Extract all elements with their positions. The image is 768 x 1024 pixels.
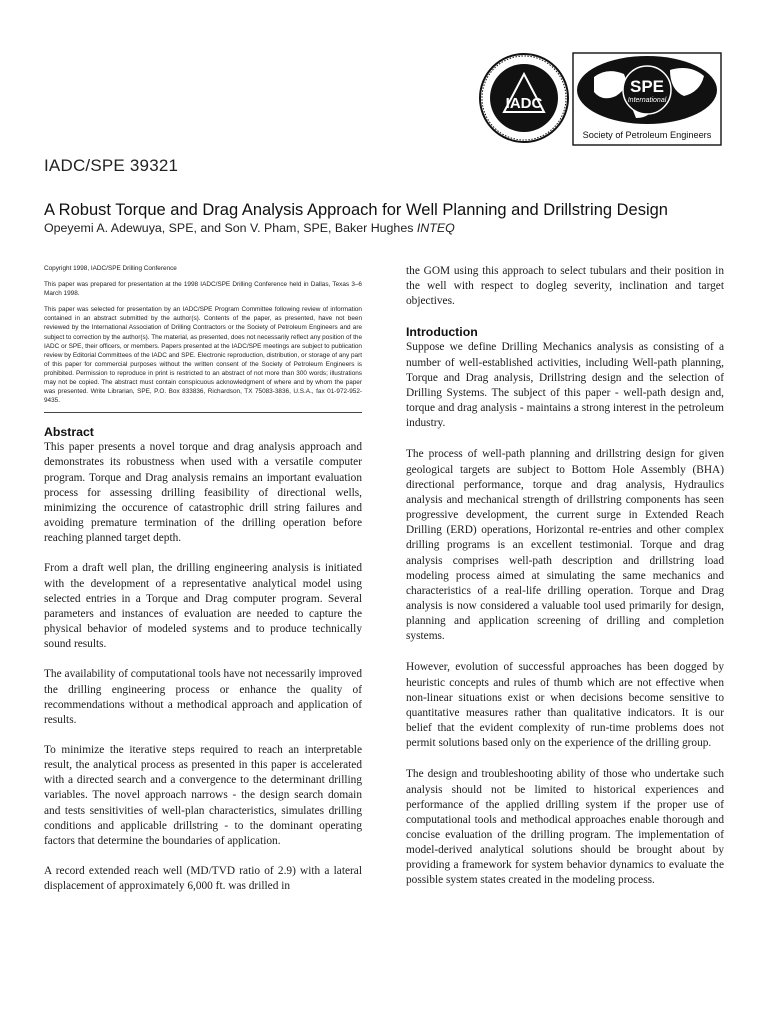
copyright-presentation: This paper was prepared for presentation at the 1998 IADC/SPE Drilling Conference held in Dallas, Texas 3–6 March 1998.	[44, 281, 362, 298]
introduction-paragraph: However, evolution of successful approaches has been dogged by heuristic concepts and rules of thumb which are not effective when non-linear situations exist or when decisions become sensitive to quantitative measures rather than qualitative indicators. It is our belief that the evident complexity of run-time problems does not permit solutions based only on the experience of the drilling group.	[406, 661, 724, 750]
abstract-paragraph: The availability of computational tools have not necessarily improved the drilling engineering process or enhance the quality of recommendations without a methodical approach and application of results.	[44, 668, 362, 726]
spe-logo-text: SPE	[629, 77, 665, 96]
abstract-paragraph: From a draft well plan, the drilling engineering analysis is initiated with the development of a representative analytical model using selected entries in a Torque and Drag computer program. Several parameters and instances of evaluation are needed to capture the physical behavior of modeled systems and to produce technically sound results.	[44, 562, 362, 651]
authors-affiliation: INTEQ	[416, 221, 455, 235]
authors-line	[44, 221, 744, 235]
iadc-logo	[478, 52, 570, 144]
iadc-logo-text: IADC	[505, 95, 543, 112]
spe-logo-subtext: International	[627, 97, 667, 104]
spe-logo	[572, 52, 722, 146]
abstract-heading: Abstract	[44, 425, 94, 440]
introduction-heading: Introduction	[406, 325, 478, 340]
paper-title: A Robust Torque and Drag Analysis Approach for Well Planning and Drillstring Design	[44, 201, 668, 219]
copyright-notice: This paper was selected for presentation by an IADC/SPE Program Committee following review of information contained in an abstract submitted by the author(s). Contents of the paper, as presented, have not been reviewed by the International Association of Drilling Contractors or the Society of Petroleum Engineers and are subject to correction by the author(s). The material, as presented, does not necessarily reflect any position of the IADC or SPE, their officers, or members. Papers presented at the IADC/SPE meetings are subject to publication review by Editorial Committees of the IADC and SPE. Electronic reproduction, distribution, or storage of any part of this paper for commercial purposes without the written consent of the Society of Petroleum Engineers is prohibited. Permission to reproduce in print is restricted to an abstract of not more than 300 words; illustrations may not be copied. The abstract must contain conspicuous acknowledgment of where and by whom the paper was presented. Write Librarian, SPE, P.O. Box 833836, Richardson, TX 75083-3836, U.S.A., fax 01-972-952-9435.	[44, 306, 362, 405]
copyright-line: Copyright 1998, IADC/SPE Drilling Conference	[44, 265, 177, 272]
introduction-paragraph: The design and troubleshooting ability of those who undertake such analysis should not be limited to historical experiences and performance of the applied drilling system if the proper use of computational tools and methodical approaches enable thorough and concise evaluation of the drilling program. The implementation of model-derived analytical solutions should be brought about by providing a framework for system behavior dynamics to evaluate the possible system states created in the modeling process.	[406, 768, 724, 887]
document-id: IADC/SPE 39321	[44, 156, 179, 175]
introduction-paragraph: Suppose we define Drilling Mechanics analysis as consisting of a number of well-established activities, including Well-path planning, Torque and Drag analysis, Drillstring design and the selection of Drilling Systems. The subject of this paper - well-path design and, torque and drag analysis - maintains a strong interest in the petroleum industry.	[406, 341, 724, 430]
authors-names: Opeyemi A. Adewuya, SPE, and Son V. Pham, SPE, Baker Hughes	[44, 221, 417, 235]
left-column	[44, 264, 362, 909]
introduction-paragraph: The process of well-path planning and drillstring design for given geological targets are subject to Bottom Hole Assembly (BHA) directional performance, torque and drag analysis, Hydraulics analysis and mechanical strength of drillstring components has seen progressive development, the current surge in Extended Reach Drilling (ERD) operations, Horizontal re-entries and other complex drilling programs is an excellent testimonial. Torque and drag analysis comprises well-path description and drillstring load modeling process aimed at simulating the same mechanics and characteristics of a real-life drilling operation. Torque and Drag analysis is now considered a valuable tool used primarily for design, planning and application screening of drilling and completion systems.	[406, 448, 724, 643]
abstract-paragraph: A record extended reach well (MD/TVD ratio of 2.9) with a lateral displacement of approximately 6,000 ft. was drilled in	[44, 865, 362, 893]
right-column	[406, 264, 724, 905]
continued-paragraph: the GOM using this approach to select tubulars and their position in the well with respect to dogleg severity, inclination and target objectives.	[406, 265, 724, 308]
abstract-paragraph: This paper presents a novel torque and drag analysis approach and demonstrates its robustness when used with a versatile computer program. Torque and Drag analysis remains an important evaluation process for assessing drilling feasibility of directional wells, minimizing the occurence of catastrophic drill string failures and avoiding premature termination of the drilling operation before reaching planned target depth.	[44, 441, 362, 545]
abstract-paragraph: To minimize the iterative steps required to reach an interpretable result, the analytical process as presented in this paper is accelerated with a directed search and a convergence to the determinant drilling variables. The novel approach narrows - the design search domain and tests sensitivities of well-plan characteristics, simulates drilling conditions and applicable drillstring - to the dominant operating factors that determine the boundaries of application.	[44, 743, 362, 847]
copyright-divider	[44, 412, 362, 413]
spe-logo-caption: Society of Petroleum Engineers	[582, 130, 712, 140]
